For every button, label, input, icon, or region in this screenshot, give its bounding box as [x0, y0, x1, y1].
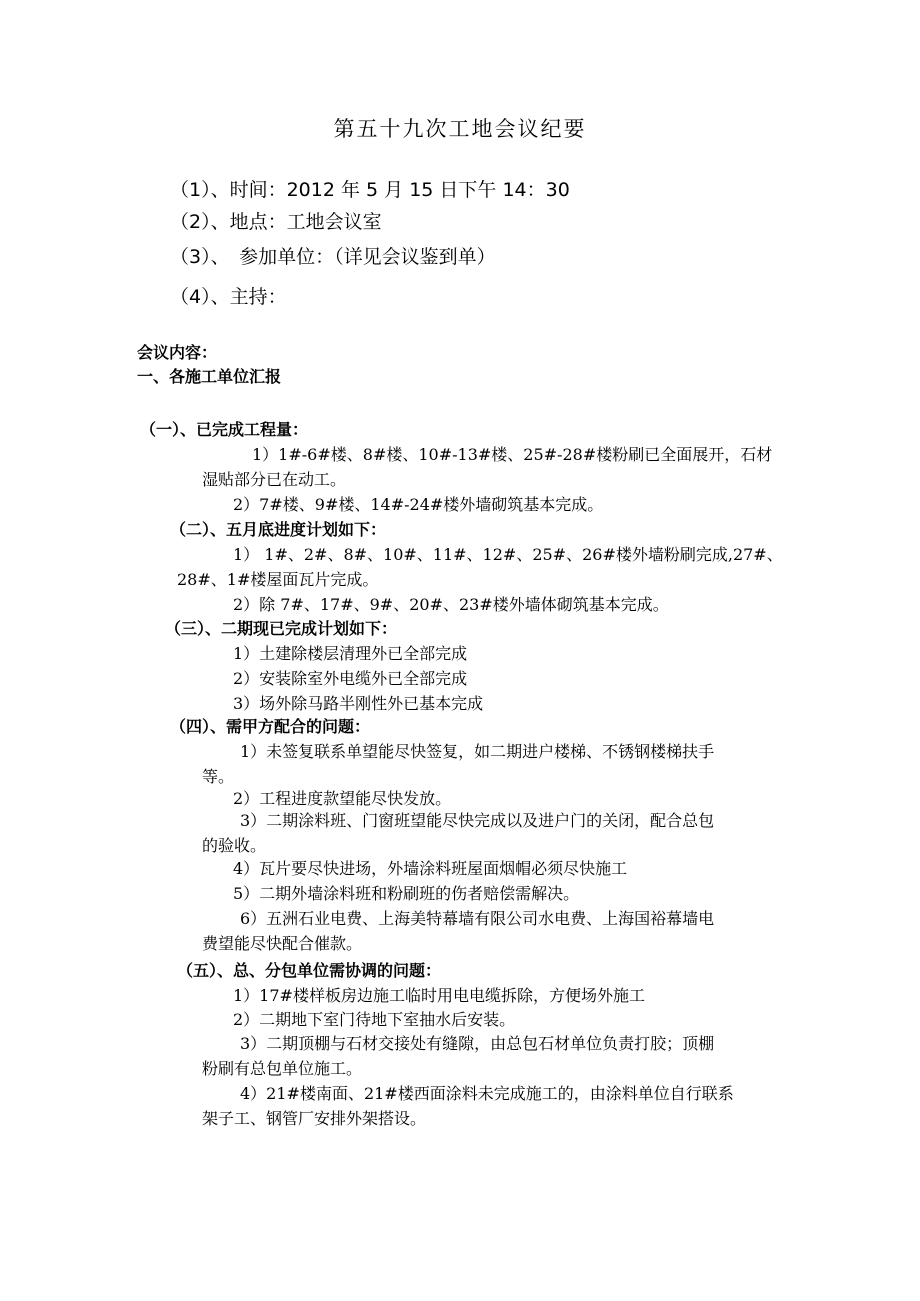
section-4-line: 1）未签复联系单望能尽快签复，如二期进户楼梯、不锈钢楼梯扶手 [240, 742, 715, 761]
section-2-line: 2）除 7#、17#、9#、20#、23#楼外墙体砌筑基本完成。 [233, 595, 669, 614]
content-label: 会议内容： [137, 343, 218, 362]
section-4-line: 费望能尽快配合催款。 [202, 934, 363, 953]
section-3-line: 3）场外除马路半刚性外已基本完成 [233, 694, 484, 713]
section-5-line: 4）21#楼南面、21#楼西面涂料未完成施工的，由涂料单位自行联系 [240, 1084, 734, 1103]
section-5-line: 3）二期顶棚与石材交接处有缝隙，由总包石材单位负责打胶；顶棚 [240, 1034, 715, 1053]
section-1-line: 2）7#楼、9#楼、14#-24#楼外墙砌筑基本完成。 [233, 495, 604, 514]
section-5-line: 1）17#楼样板房边施工临时用电电缆拆除，方便场外施工 [233, 986, 645, 1005]
section-2-line: 28#、1#楼屋面瓦片完成。 [177, 570, 379, 589]
section-3-line: 2）安装除室外电缆外已全部完成 [233, 669, 468, 688]
meeting-units: （3）、 参加单位：（详见会议鉴到单） [170, 246, 496, 268]
section-5-line: 2）二期地下室门待地下室抽水后安装。 [233, 1010, 516, 1029]
meeting-place: （2）、地点：工地会议室 [170, 211, 382, 233]
section-3-heading: （三）、二期现已完成计划如下： [165, 619, 398, 638]
section-5-line: 架子工、钢管厂安排外架搭设。 [202, 1109, 427, 1128]
section-4-line: 6）五洲石业电费、上海美特幕墙有限公司水电费、上海国裕幕墙电 [240, 909, 715, 928]
section-3-line: 1）土建除楼层清理外已全部完成 [233, 644, 468, 663]
meeting-host: （4）、主持： [170, 286, 287, 308]
section-2-line: 1） 1#、2#、8#、10#、11#、12#、25#、26#楼外墙粉刷完成,27#、 [233, 545, 783, 564]
meeting-time: （1）、时间：2012 年 5 月 15 日下午 14：30 [170, 179, 570, 201]
section-4-heading: （四）、需甲方配合的问题： [170, 717, 371, 736]
section-4-line: 3）二期涂料班、门窗班望能尽快完成以及进户门的关闭，配合总包 [240, 811, 715, 830]
section-2-heading: （二）、五月底进度计划如下： [170, 520, 387, 539]
section-1-line: 1）1#-6#楼、8#楼、10#-13#楼、25#-28#楼粉刷已全面展开，石材 [252, 445, 773, 464]
section-4-line: 4）瓦片要尽快进场，外墙涂料班屋面烟帽必须尽快施工 [233, 859, 628, 878]
section-4-line: 5）二期外墙涂料班和粉刷班的伤者赔偿需解决。 [233, 884, 580, 903]
part1-heading: 一、各施工单位汇报 [137, 367, 282, 386]
section-4-line: 等。 [202, 767, 235, 786]
section-5-heading: （五）、总、分包单位需协调的问题： [177, 961, 442, 980]
section-1-line: 湿贴部分已在动工。 [202, 470, 347, 489]
section-4-line: 2）工程进度款望能尽快发放。 [233, 789, 452, 808]
section-4-line: 的验收。 [202, 836, 267, 855]
page-title: 第五十九次工地会议纪要 [333, 117, 587, 141]
section-1-heading: （一）、已完成工程量： [140, 420, 309, 439]
section-5-line: 粉刷有总包单位施工。 [202, 1059, 363, 1078]
